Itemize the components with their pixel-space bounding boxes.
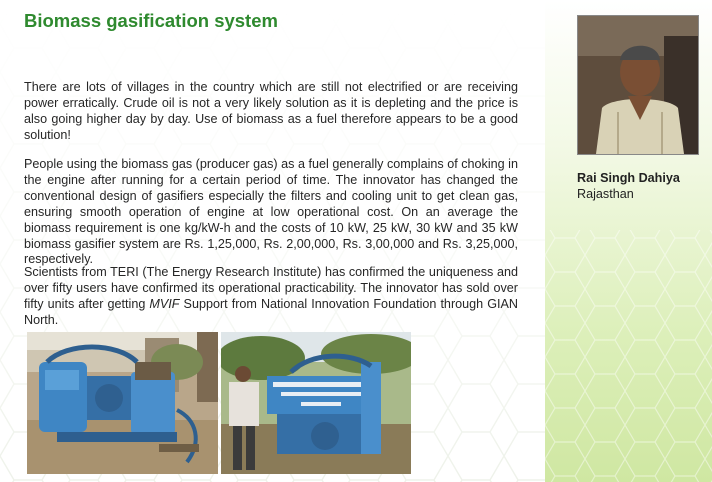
gasifier-machine-image: [27, 332, 218, 474]
article-title: Biomass gasification system: [24, 10, 278, 31]
innovator-name: Rai Singh Dahiya: [577, 171, 680, 185]
gasifier-photo-left: [27, 332, 218, 474]
paragraph-validation: [24, 265, 518, 329]
gasifier-photo-right: [221, 332, 411, 474]
paragraph-design: People using the biomass gas (producer gas) as a fuel generally complains of choking in the engine after running for a certain period of time. The innovator has changed the conventional design of gasifiers especially the filters and cooling unit to get clean gas, ensuring smooth operation of engine at low operational cost. On an average the biomass requirement is one kg/kW-h and the costs of 10 kW, 25 kW, 30 kW and 35 kW biomass gasifier system are Rs. 1,25,000, Rs. 2,00,000, Rs. 3,00,000 and Rs. 3,25,000, respectively.: [24, 157, 518, 267]
innovator-portrait: [577, 15, 699, 155]
paragraph-validation-text-b: Support from National Innovation Foundation through GIAN North.: [24, 296, 518, 327]
portrait-image: [578, 16, 698, 154]
innovator-with-gasifier-image: [221, 332, 411, 474]
paragraph-intro: There are lots of villages in the country which are still not electrified or are receiving power erratically. Crude oil is not a very likely solution as it is depleting and the price is also going higher day by day. Use of biomass as a fuel therefore appears to be a good solution!: [24, 80, 518, 142]
paragraph-validation-text-a: Scientists from TERI (The Energy Research Institute) has confirmed the uniqueness and over fifty users have confirmed its operational practicability. The innovator has sold over fifty units after getting: [24, 265, 518, 311]
innovator-place: Rajasthan: [577, 187, 634, 201]
mvif-italic-text: MVIF: [149, 296, 180, 311]
innovator-sidebar: [545, 0, 712, 482]
